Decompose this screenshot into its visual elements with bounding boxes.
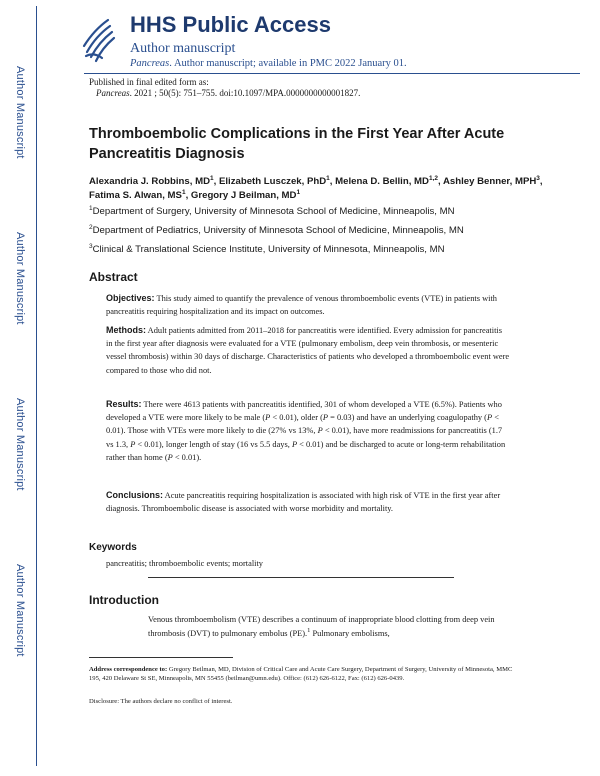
introduction-heading: Introduction (89, 593, 159, 607)
hhs-eagle-logo-icon (78, 16, 118, 64)
introduction-text: Venous thromboembolism (VTE) describes a continuum of inappropriate blood clotting from deep vein thrombosis (DVT) to pulmonary embolus (PE).$^1$ Pulmonary embolisms, (148, 615, 495, 638)
sidebar-divider (36, 6, 37, 766)
author-list: Alexandria J. Robbins, $MD^1$, Elizabeth Lusczek, PhD$^1$, Melena D. Bellin, MD$^{1,2}$, Ashley Benner, MPH$^3$, Fatima S. Alwan, $MS^1$, Gregory J Beilman, $MD^1$ (89, 174, 543, 201)
citation-details: . 2021 ; 50(5): 751–755. doi:10.1097/MPA.0000000000001827. (129, 88, 361, 98)
author: Fatima S. Alwan, MS (89, 190, 182, 201)
affiliation: $^3$Clinical & Translational Science Institute, University of Minnesota, Minneapolis, MN (89, 242, 445, 255)
sidebar-label: Author Manuscript (14, 66, 26, 159)
footnote-divider (89, 657, 233, 658)
section-divider (148, 577, 454, 578)
abstract-methods: Methods: Adult patients admitted from 2011–2018 for pancreatitis were identified. Every admission for pancreatitis in the first year after diagnosis were evaluated for a VTE (pulmonary embolism, deep vein thrombosis, or mesenteric vessel thrombosis) within 30 days of discharge. Characteristics of patients who developed a thromboembolic event were compared to those who did not. (106, 325, 510, 375)
affiliation: $^2$Department of Pediatrics, University of Minnesota School of Medicine, Minneapolis, MN (89, 223, 464, 236)
abstract-results: Results: There were 4613 patients with pancreatitis identified, 301 of whom developed a VTE (6.5%). Patients who developed a VTE were more likely to be male (P < 0.01), older (P = 0.03) and have an underlying coagulopathy (P < 0.01). Those with VTEs were more likely to die (27% vs 13%, P < 0.01), have more readmissions for pancreatitis (1.7 vs 1.3, P < 0.01), longer length of stay (16 vs 5.5 days, P < 0.01) and be discharged to acute or long-term rehabilitation rather than home (P < 0.01). (106, 399, 506, 462)
sidebar-label: Author Manuscript (14, 232, 26, 325)
author: Gregory J Beilman, MD (190, 190, 297, 201)
affiliation: $^1$Department of Surgery, University of Minnesota School of Medicine, Minneapolis, MN (89, 204, 455, 217)
correspondence-note: Address correspondence to: Gregory Beilman, MD, Division of Critical Care and Acute Care Surgery, Department of Surgery, University of Minnesota, MMC 195, 420 Delaware St SE, Minneapolis, MN 55455 (beilman@umn.edu). Office: (612) 626-6122, Fax: (612) 626-0439. (89, 666, 513, 682)
article-title: Thromboembolic Complications in the First Year After Acute Pancreatitis Diagnosis (89, 126, 505, 162)
author: Alexandria J. Robbins, MD (89, 176, 211, 187)
published-label: Published in final edited form as: (89, 77, 209, 87)
journal-availability: Pancreas. Author manuscript; available in PMC 2022 January 01. (130, 58, 407, 69)
author-manuscript-label: Author manuscript (130, 41, 236, 56)
header-rule (84, 73, 580, 74)
author: Elizabeth Lusczek, PhD (218, 176, 327, 187)
abstract-objectives: Objectives: This study aimed to quantify the prevalence of venous thromboembolic events (VTE) in patients with pancreatitis requiring hospitalization and its impact on outcomes. (106, 293, 497, 317)
citation (96, 88, 360, 98)
abstract-heading: Abstract (89, 270, 138, 284)
author: Ashley Benner, MPH (442, 176, 537, 187)
abstract-conclusions: Conclusions: Acute pancreatitis requiring hospitalization is associated with high risk of VTE in the first year after diagnosis. Thromboembolic disease is associated with worse morbidity and mortality. (106, 490, 501, 514)
keywords-text: pancreatitis; thromboembolic events; mortality (106, 559, 263, 568)
sidebar-label: Author Manuscript (14, 398, 26, 491)
sidebar-label: Author Manuscript (14, 564, 26, 657)
author: Melena D. Bellin, MD (335, 176, 429, 187)
citation-journal: Pancreas (96, 88, 130, 98)
keywords-heading: Keywords (89, 542, 137, 553)
hhs-public-access-title: HHS Public Access (130, 12, 331, 37)
disclosure-note: Disclosure: The authors declare no conflict of interest. (89, 698, 233, 705)
